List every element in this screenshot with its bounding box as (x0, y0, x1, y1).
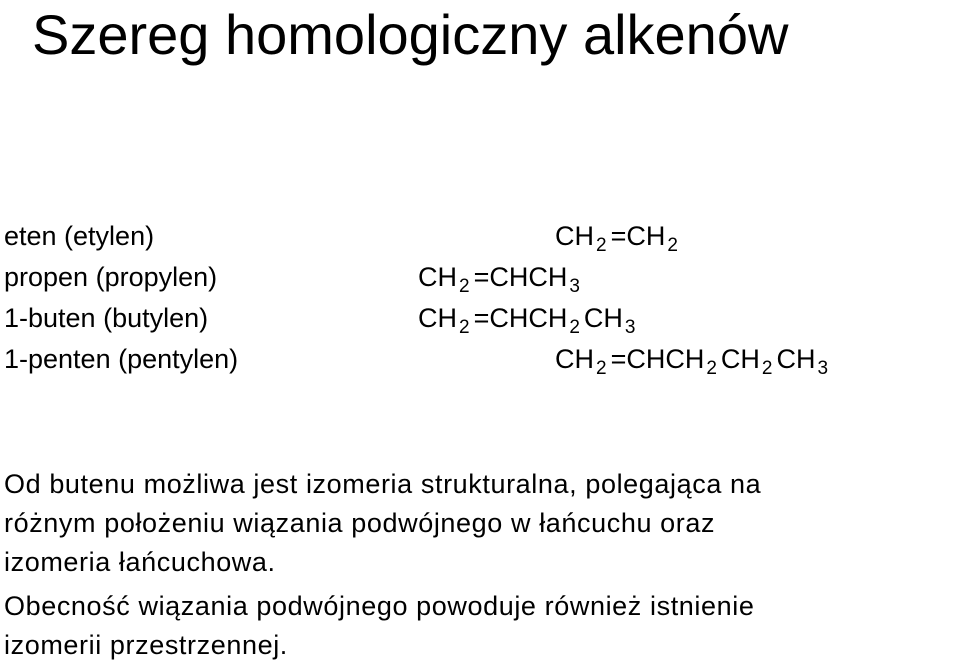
alkene-name-propen: propen (propylen) (4, 262, 218, 292)
formula-subscript: 2 (459, 276, 470, 297)
isomerism-text-line-2: różnym położeniu wiązania podwójnego w łańcuchu oraz (4, 508, 716, 538)
formula-subscript: 2 (667, 235, 678, 256)
formula-text: =CH (610, 221, 666, 251)
formula-text: CH (555, 221, 594, 251)
formula-subscript: 3 (624, 317, 636, 338)
formula-subscript: 3 (817, 358, 829, 379)
formula-text: CH (720, 344, 760, 374)
formula-subscript: 2 (596, 235, 607, 256)
formula-subscript: 3 (569, 276, 580, 297)
formula-text: CH (583, 303, 623, 333)
formula-text: =CHCH (473, 262, 568, 292)
formula-subscript: 2 (569, 317, 580, 338)
alkene-name-penten: 1-penten (pentylen) (4, 344, 239, 374)
isomerism-text-line-1: Od butenu możliwa jest izomeria strukturalna, polegająca na (4, 469, 762, 499)
alkene-formula-propen (418, 259, 584, 295)
alkene-formula-buten (418, 300, 640, 336)
isomerism-text-line-3: izomeria łańcuchowa. (4, 547, 276, 577)
stereoisomerism-text-line-2: izomerii przestrzennej. (4, 630, 288, 660)
formula-subscript: 2 (706, 358, 717, 379)
formula-subscript: 2 (596, 358, 607, 379)
formula-text: CH (555, 344, 594, 374)
formula-text: CH (418, 303, 457, 333)
slide-title: Szereg homologiczny alkenów (32, 3, 789, 66)
alkene-name-eten: eten (etylen) (4, 221, 155, 251)
stereoisomerism-text-line-1: Obecność wiązania podwójnego powoduje również istnienie (4, 591, 755, 621)
alkene-formula-penten (555, 341, 832, 377)
formula-text: =CHCH (473, 303, 568, 333)
formula-subscript: 2 (459, 317, 470, 338)
alkene-name-buten: 1-buten (butylen) (4, 303, 209, 333)
formula-subscript: 2 (761, 358, 773, 379)
formula-text: CH (418, 262, 457, 292)
formula-text: =CHCH (610, 344, 705, 374)
formula-text: CH (776, 344, 816, 374)
alkene-formula-eten (555, 218, 682, 254)
